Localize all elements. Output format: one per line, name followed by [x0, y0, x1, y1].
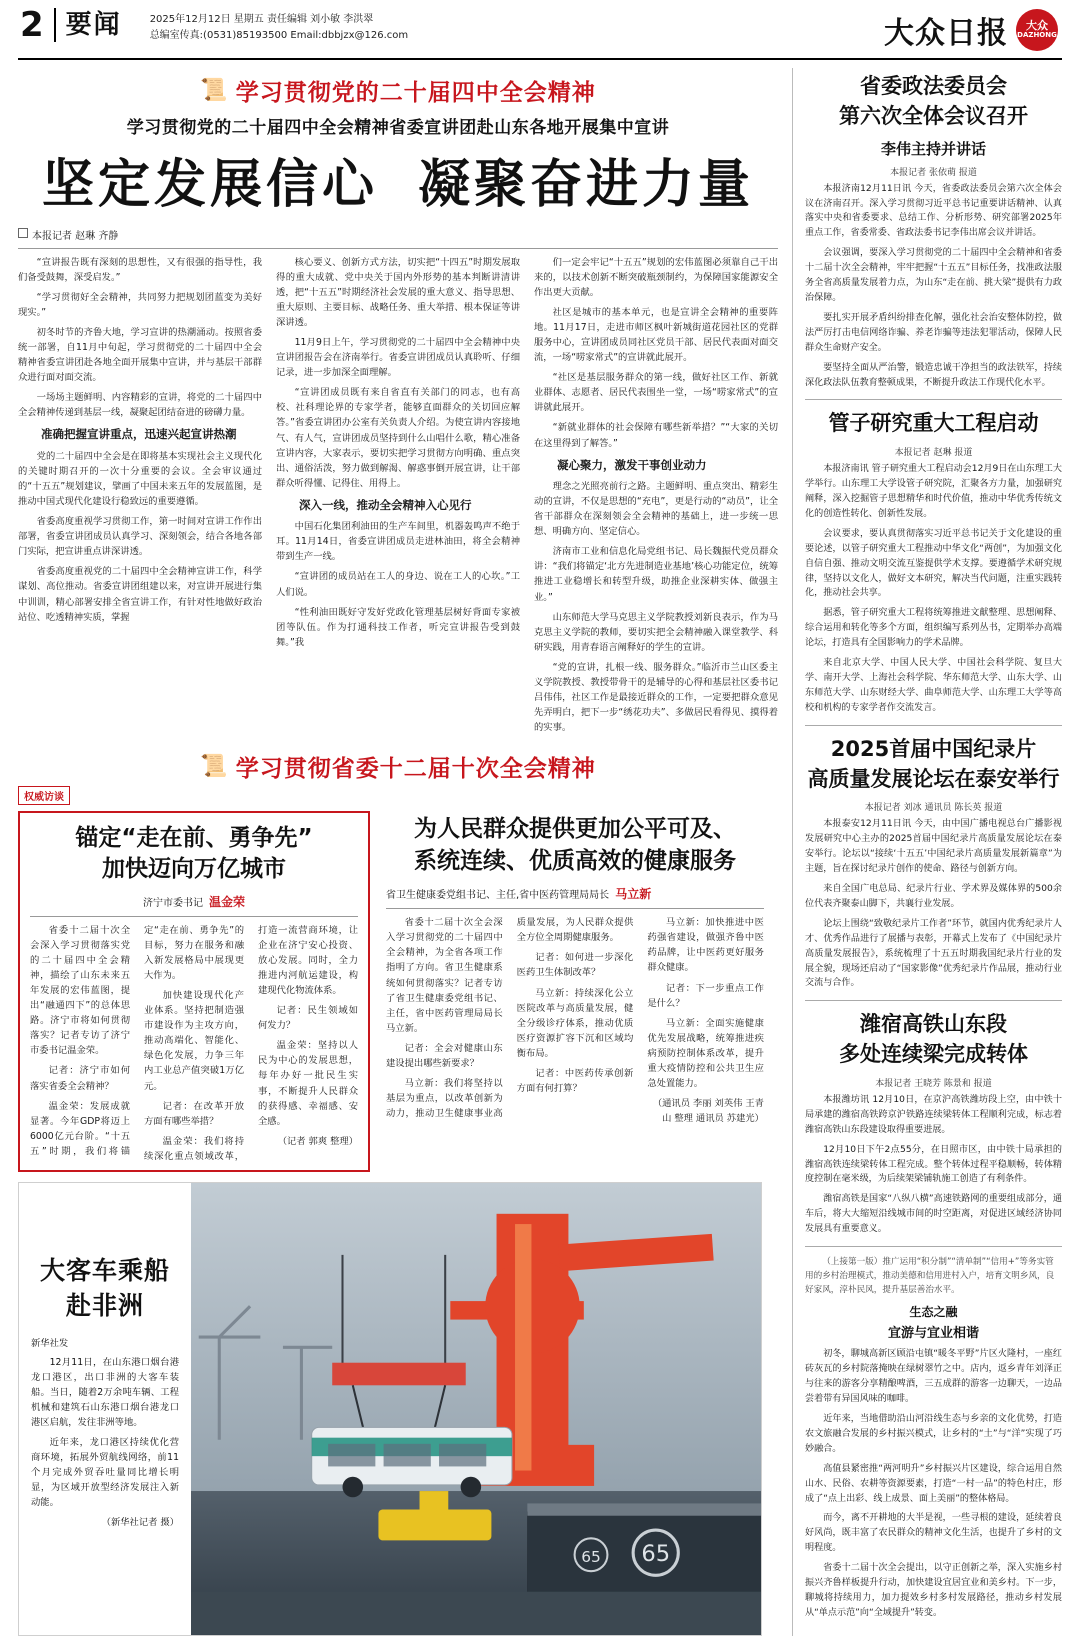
brand-badge-cn: 大众	[1026, 19, 1048, 33]
paragraph: 会议强调，要深入学习贯彻党的二十届四中全会精神和省委十二届十次全会精神，牢牢把握“十五五”目标任务，找准政法服务全省高质量发展着力点，为山东“走在前、挑大梁”提供有力政治保障。	[805, 248, 1062, 303]
photo-illustration-icon	[191, 1183, 761, 1635]
right-article-4-title-line1: 潍宿高铁山东段	[860, 1012, 1007, 1037]
photo-credit: （新华社记者 摄）	[101, 1517, 179, 1529]
paragraph: 济南市工业和信息化局党组书记、局长魏振代党员群众讲：“我们将锚定‘北方先进制造业基地’核心功能定位，统筹推进工业稳增长和转型升级，助推企业深耕实体、做强主业。”	[534, 546, 778, 603]
paragraph: 省委十二届十次全会深入学习贯彻党的二十届四中全会精神，为全省各项工作指明了方向。省卫生健康系统如何贯彻落实？记者专访了省卫生健康委党组书记、主任，省中医药管理局局长马立新。	[386, 917, 503, 1034]
section-heading: 深入一线，推动全会精神入心见行	[299, 497, 472, 512]
paragraph: 理念之光照亮前行之路。主题鲜明、重点突出、精彩生动的宣讲，不仅是思想的“充电”，更是行动的“动员”，让全省干部群众在深刻领会全会精神的基础上，进一步统一思想、明确方向、坚定信心。	[534, 481, 778, 538]
right-rule-3	[805, 1000, 1062, 1001]
paragraph: 初冬时节的齐鲁大地，学习宣讲的热潮涌动。按照省委统一部署，自11月中旬起，学习贯彻党的二十届四中全会精神省委宣讲团赴各地全面开展集中宣讲，并与基层干部群众进行面对面交流。	[18, 327, 262, 384]
footer-section-title-1: 生态之融	[909, 1305, 958, 1320]
banner-ribbon-2	[18, 750, 778, 783]
paragraph: 近年来，当地借助沿山河沿线生态与乡亲的文化优势，打造农文旅融合发展的乡村振兴模式，让乡村的“土”与“洋”实现了巧妙融合。	[805, 1413, 1062, 1454]
paragraph: 要坚持全面从严治警，锻造忠诚干净担当的政法铁军，持续深化政法队伍教育整顿成果，不断提升政法工作现代化水平。	[805, 362, 1062, 388]
headline-rule	[18, 248, 778, 249]
paragraph: 记者：如何进一步深化医药卫生体制改革？	[516, 952, 634, 979]
photo-title-line1: 大客车乘船	[39, 1255, 170, 1285]
interview2-role: 省卫生健康委党组书记、主任,省中医药管理局局长	[386, 890, 610, 902]
right-article-2-byline: 本报记者 赵琳 报道	[894, 448, 973, 459]
svg-text:65: 65	[641, 1540, 671, 1567]
paragraph: 加快建设现代化产业体系。坚持把制造强市建设作为主攻方向，推动高端化、智能化、绿色化发展，力争三年内工业总产值突破1万亿元。	[144, 990, 244, 1092]
interview-body-left	[30, 923, 358, 1164]
paragraph: 中国石化集团利油田的生产车间里，机器轰鸣声不绝于耳。11月14日，省委宣讲团成员走进林油田，将全会精神带到生产一线。	[276, 521, 520, 563]
right-article-1-body	[805, 182, 1062, 391]
interview-credit: （记者 郭爽 整理）	[277, 1135, 358, 1147]
right-rule-4	[805, 1246, 1062, 1247]
paragraph: 省委十二届十次全会深入学习贯彻落实党的二十届四中全会精神，描绘了山东未来五年发展的宏伟蓝图，提出“融通四下”的总体思路。济宁市将如何贯彻落实？记者专访了济宁市委书记温金荣。	[30, 925, 130, 1057]
photo-caption	[19, 1183, 191, 1635]
paragraph: 而今，离不开耕地的大半是视，一些寻根的建设，延续着良好风尚，既丰富了农民群众的精神文化生活，也提升了乡村的文明程度。	[805, 1513, 1062, 1554]
right-article-1-title-line1: 省委政法委员会	[860, 74, 1007, 98]
right-article-1-title	[805, 72, 1062, 132]
masthead-divider	[54, 8, 56, 42]
right-article-4-body	[805, 1093, 1062, 1237]
paragraph: 记者：济宁市如何落实省委全会精神？	[30, 1065, 130, 1092]
paragraph: 会议要求，要认真贯彻落实习近平总书记关于文化建设的重要论述，以管子研究重大工程推动中华文化“两创”，为加强文化自信自强、推动文明交流互鉴提供学术支撑。要遵循学术研究规律，坚持以文化人，做好文本研究，解决当代问题，注重实践转化，推动社会共享。	[805, 528, 1062, 599]
banner-ribbon-1	[18, 74, 778, 107]
paragraph: 潍宿高铁是国家“八纵八横”高速铁路网的重要组成部分，通车后，将大大缩短沿线城市间的时空距离，对促进区域经济协同发展具有重要意义。	[805, 1194, 1062, 1235]
paragraph: 本报泰安12月11日讯 今天，由中国广播电视总台广播影视发展研究中心主办的2025首届中国纪录片高质量发展论坛在泰安举行。论坛以“接续‘十五五’中国纪录片高质量发展新篇章”为主题，旨在探讨纪录片创作的使命、路径与创新方向。	[805, 819, 1062, 875]
right-article-3-title	[805, 735, 1062, 795]
paragraph: 记者：在改革开放方面有哪些举措？	[144, 1100, 244, 1127]
paragraph: 高值县紧密推“两河明升”乡村振兴片区建设，综合运用自然山水、民俗、农耕等资源要素，打造“一村一品”的特色村庄，形成了“点上出彩、线上成景、面上美丽”的整体格局。	[805, 1463, 1062, 1504]
interview2-name: 马立新	[615, 887, 652, 902]
contact-line: 总编室传真:(0531)85193500 Email:dbbjzx@126.com	[149, 29, 409, 41]
interview2-rule	[386, 908, 764, 909]
paragraph: “党的宣讲，扎根一线、服务群众。”临沂市兰山区委主义学院教授、教授带骨干的是辅导的心得和基层社区委书记吕伟伟，社区工作是最接近群众的工作，一定要把群众意见先弄明白，把下一步“绣花功夫”、多做居民看得见、摸得着的实事。	[534, 661, 778, 733]
footer-note-body	[805, 1347, 1062, 1620]
byline-marker-icon	[18, 228, 28, 238]
paragraph: 山东师范大学马克思主义学院教授刘新良表示，作为马克思主义学院的教师，要切实把全会精神融入课堂教学、科研实践，用青春语言阐释好的学生的宣讲。	[534, 611, 778, 653]
paragraph: “社区是基层服务群众的第一线，做好社区工作、新就业群体、志愿者、居民代表围坐一堂，一场“唠家常式”的宣讲就此展开。	[534, 372, 778, 414]
right-article-3-body	[805, 817, 1062, 991]
paragraph: “新就业群体的社会保障有哪些新举措？”“大家的关切在这里得到了解答。”	[534, 422, 778, 449]
banner-subhead: 学习贯彻党的二十届四中全会精神省委宣讲团赴山东各地开展集中宣讲	[126, 118, 670, 138]
interview2-credit: （通讯员 李丽 刘英伟 王青山 整理 通讯员 苏建光）	[652, 1097, 764, 1124]
interview-box-right	[386, 811, 764, 1172]
paragraph: “学习贯彻好全会精神，共同努力把规划团蓝变为美好现实。”	[18, 292, 262, 319]
paragraph: 温金荣：发展成就显著。今年GDP将迈上6000亿元台阶。“十五五”时期，我们将锚定“走在前、勇争先”的目标，努力在服务和融入新发展格局中展现更大作为。	[30, 925, 244, 1157]
paragraph: 温金荣：我们将持续深化重点领域改革，打造一流营商环境，让企业在济宁安心投资、放心发展。同时，全力推进内河航运建设，构建现代化物流体系。	[144, 925, 358, 1162]
authority-interview-tag: 权威访谈	[18, 786, 70, 805]
brand-name: 大众日报	[884, 16, 1008, 51]
brand-area	[884, 8, 1062, 52]
right-article-2-body	[805, 462, 1062, 716]
paragraph: 本报潍坊讯 12月10日，在京沪高铁潍坊段上空，由中铁十局承建的潍宿高铁跨京沪铁路连续梁转体工程顺利完成，标志着潍宿高铁山东段建设取得重要进展。	[805, 1094, 1062, 1135]
right-article-4-byline: 本报记者 王晓芳 陈景和 报道	[875, 1078, 992, 1089]
photo-block	[18, 1182, 762, 1636]
right-article-3-title-line2: 高质量发展论坛在泰安举行	[807, 766, 1060, 791]
right-rule-2	[805, 725, 1062, 726]
main-body	[18, 255, 778, 740]
right-article-2-title: 管子研究重大工程启动	[828, 411, 1039, 436]
paragraph: 记者：下一步重点工作是什么？	[647, 982, 764, 1009]
paragraph: 记者：全会对健康山东建设提出哪些新要求？	[386, 1042, 503, 1069]
paragraph: 11月9日上午，学习贯彻党的二十届四中全会精神中央宣讲团报告会在济南举行。省委宣讲团成员认真聆听、仔细记录，进一步加深全面理解。	[276, 337, 520, 379]
paragraph: 核心要义、创新方式方法，切实把“十四五”时期发展取得的重大成就、党中央关于国内外形势的基本判断讲清讲透，把“十五五”时期经济社会发展的重大意义、指导思想、重大原则、主要目标、战略任务、重大举措、根本保证等讲深讲透。	[276, 257, 520, 329]
right-column	[792, 68, 1062, 1636]
interview-name: 温金荣	[208, 895, 245, 910]
paragraph: “性利油田既好守发好党政化管理基层树好背面专家被团等队伍。作为打通科技工作者，听完宣讲报告受到鼓舞。”我	[276, 606, 520, 648]
page-columns	[18, 68, 1062, 1636]
paragraph: 党的二十届四中全会是在即将基本实现社会主义现代化的关键时期召开的一次十分重要的会议。全会审议通过的“十五五”规划建议，擘画了中国未来五年的发展蓝图，是推动中国式现代化建设行稳致远的重要遵循。	[18, 451, 262, 508]
interview-title	[30, 823, 358, 885]
photo-title-line2: 赴非洲	[65, 1290, 144, 1320]
paragraph: 们一定会牢记“十五五”规划的宏伟蓝图必须靠自己干出来的，以技术创新不断突破瓶颈制约，为保障国家能源安全作出更大贡献。	[534, 257, 778, 299]
right-article-1-byline: 本报记者 张依萌 报道	[890, 167, 977, 178]
paragraph: 据悉，管子研究重大工程将统筹推进文献整理、思想阐释、综合运用和转化等多个方面，组织编写系列丛书，定期举办高端论坛，打造具有全国影响力的学术品牌。	[805, 608, 1062, 649]
masthead-meta	[150, 8, 408, 43]
ribbon-left-icon-2: 📜	[200, 753, 228, 779]
interview-rule	[30, 916, 358, 917]
paragraph: 社区是城市的基本单元，也是宣讲全会精神的重要阵地。11月17日，走进市师区枫叶新城街道花园社区的党群服务中心，宣讲团成员同社区党员干部、居民代表面对面交流，一场“唠家常式”的宣讲就此展开。	[534, 307, 778, 364]
paragraph: “宣讲团成员既有来自省直有关部门的同志，也有高校、社科理论界的专家学者，能够直面群众的关切回应解答。”省委宣讲团办公室有关负责人介绍。为使宣讲内容接地气、有人气，宣讲团成员坚持到什么山唱什么歌，精心准备宣讲内容，大家表示，要切实把学习贯彻方向明确、重点突出、通俗活泼，努力做到解渴、解惑事倒开展宣讲，让干部群众听得懂、记得住、用得上。	[276, 387, 520, 489]
photo-source: 新华社发	[31, 1337, 69, 1349]
paragraph: 温金荣：坚持以人民为中心的发展思想，每年办好一批民生实事，不断提升人民群众的获得感、幸福感、安全感。	[258, 1040, 358, 1127]
brand-logo-icon	[1016, 9, 1058, 51]
main-headline	[18, 142, 778, 217]
banner-ribbon-1-text: 学习贯彻党的二十届四中全会精神	[235, 80, 596, 106]
interview-tag-row	[18, 787, 778, 807]
paragraph: 本报济南讯 管子研究重大工程启动会12月9日在山东理工大学举行。山东理工大学设管子研究院，汇聚各方力量，加强研究阐释，深入挖掘管子思想精华和时代价值，推动中华优秀传统文化的创造性转化、创新性发展。	[805, 464, 1062, 519]
body-column-2	[276, 255, 520, 740]
date-line: 2025年12月12日 星期五 责任编辑 刘小敏 李洪翠	[149, 14, 374, 25]
paragraph: 论坛上围绕“致敬纪录片工作者”环节，就国内优秀纪录片人才、优秀作品进行了展播与表彰，开幕式上发布了《中国纪录片高质量发展报告》，系统梳理了十五五时期我国纪录片行业的发展全貌，现场还启动了“国家影像”优秀纪录片作品展，推动行业交流与合作。	[805, 918, 1062, 989]
interview2-byline	[386, 885, 764, 902]
paragraph: 马立新：我们将坚持以基层为重点，以改革创新为动力，推动卫生健康事业高质量发展，为人民群众提供全方位全周期健康服务。	[386, 917, 634, 1119]
paragraph: 省委高度重视学习贯彻工作，第一时间对宣讲工作作出部署，省委宣讲团成员认真学习、深刻领会，结合各地各部门实际，把宣讲重点讲深讲透。	[18, 516, 262, 558]
paragraph: 马立新：全面实施健康优先发展战略，统筹推进疾病预防控制体系改革，提升重大疫情防控和公共卫生应急处置能力。	[647, 1017, 764, 1089]
interview-byline	[30, 893, 358, 910]
masthead	[18, 0, 1062, 60]
interview-role: 济宁市委书记	[142, 898, 203, 910]
brand-badge-en: DAZHONG	[1017, 31, 1057, 40]
paragraph: 马立新：加快推进中医药强省建设，做强齐鲁中医药品牌，让中医药更好服务群众健康。	[647, 917, 764, 974]
banner-ribbon-2-text: 学习贯彻省委十二届十次全会精神	[235, 755, 596, 782]
paragraph: 来自北京大学、中国人民大学、中国社会科学院、复旦大学、南开大学、上海社会科学院、华东师范大学、山东大学、山东师范大学、山东财经大学、曲阜师范大学、山东理工大学等高校和机构的专家学者作交流发言。	[805, 658, 1062, 713]
paragraph: 马立新：持续深化公立医院改革与高质量发展，健全分级诊疗体系，推动优质医疗资源扩容下沉和区域均衡布局。	[516, 987, 634, 1059]
interview-body-right	[386, 915, 764, 1126]
interview-title-line1: 锚定“走在前、勇争先”	[75, 824, 313, 851]
body-column-1	[18, 255, 262, 740]
paragraph: “宣讲报告既有深刻的思想性，又有很强的指导性，我们备受鼓舞，深受启发。”	[18, 257, 262, 284]
right-article-1-subtitle: 李伟主持并讲话	[880, 139, 986, 158]
interview2-title	[386, 813, 764, 877]
paragraph: 省委高度重视党的二十届四中全会精神宣讲工作，科学谋划、高位推动。省委宣讲团组建以来，对宣讲开展进行集中训训，精心部署安排全省宣讲工作，有针对性地做好政治站位、吃透精神实质，掌握	[18, 566, 262, 623]
paragraph: 记者：民生领域如何发力？	[258, 1005, 358, 1032]
interview2-title-line2: 系统连续、优质高效的健康服务	[414, 848, 736, 875]
byline-text: 本报记者 赵琳 齐静	[32, 231, 119, 242]
section-title: 要闻	[65, 10, 122, 40]
continued-note: （上接第一版）推广运用“积分制”“清单制”“信用+”等务实管用的乡村治理模式，推动美德和信用进村入户，培育文明乡风，良好家风，淳朴民风，提升基层善治水平。	[805, 1257, 1055, 1295]
main-headline-right: 凝聚奋进力量	[418, 155, 755, 215]
photo-title	[31, 1253, 179, 1323]
paragraph: 来自全国广电总局、纪录片行业、学术界及媒体界的500余位代表齐聚泰山脚下，共襄行业发展。	[805, 883, 1062, 909]
main-headline-left: 坚定发展信心	[41, 155, 378, 215]
section-heading: 凝心聚力，激发干事创业动力	[557, 457, 707, 472]
paragraph: 12月11日，在山东港口烟台港龙口港区，出口非洲的大客车装船。当日，随着2万余吨车辆、工程机械和建筑石山东港口烟台港龙口港区启航，发往非洲等地。	[31, 1356, 179, 1428]
main-byline	[18, 227, 778, 242]
interview-pair	[18, 811, 778, 1172]
paragraph: 记者：中医药传承创新方面有何打算？	[516, 1067, 634, 1094]
paragraph: 初冬，聊城高新区顾沿屯镇“暖冬平野”片区火隆村，一座红砖灰瓦的乡村院落掩映在绿树翠竹之中。店内，返乡青年刘泽正与往来的游客分享精酿啤酒，三五成群的游客一边聊天，一边品尝着带有异国风味的咖啡。	[805, 1349, 1062, 1405]
right-article-3-title-line1: 2025首届中国纪录片	[830, 736, 1037, 761]
paragraph: 本报济南12月11日讯 今天，省委政法委员会第六次全体会议在济南召开。深入学习贯彻习近平总书记重要讲话精神、认真落实中央和省委要求、总结工作、分析形势、研究部署2025年重点工作，省委常委、省政法委书记李伟出席会议并讲话。	[805, 183, 1062, 239]
paragraph: “宣讲团的成员站在工人的身边、说在工人的心坎。”工人们说。	[276, 571, 520, 598]
right-article-3-byline: 本报记者 刘冰 通讯员 陈长英 报道	[864, 803, 1003, 814]
footer-section-title-2: 宜游与宜业相谐	[887, 1326, 979, 1342]
body-column-3	[534, 255, 778, 740]
paragraph: 省委十二届十次全会提出，以守正创新之举，深入实施乡村振兴齐鲁样板提升行动，加快建设宜居宜业和美乡村。下一步，聊城将持续用力，加力提效乡村多村发展路径，推动乡村发展从“单点示范”向“全域提升”转变。	[805, 1563, 1062, 1618]
news-photo	[191, 1183, 761, 1635]
svg-text:65: 65	[581, 1547, 601, 1566]
paragraph: 12月10日下午2点55分，在日照市区，由中铁十局承担的潍宿高铁连续梁转体工程完成。整个转体过程平稳顺畅，转体精度控制在毫米级，为后续架梁铺轨施工创造了有利条件。	[805, 1144, 1062, 1185]
interview-box-left	[18, 811, 370, 1172]
right-article-4-title	[805, 1010, 1062, 1070]
interview2-title-line1: 为人民群众提供更加公平可及、	[414, 815, 736, 842]
right-rule-1	[805, 399, 1062, 400]
page-number: 2	[20, 5, 44, 45]
ribbon-left-icon: 📜	[200, 78, 228, 103]
paragraph: 近年来，龙口港区持续优化营商环境，拓展外贸航线网络，前11个月完成外贸吞吐量同比增长明显，为区域开放型经济发展注入新动能。	[31, 1436, 179, 1509]
paragraph: 要扎实开展矛盾纠纷排查化解，强化社会治安整体防控，做法严厉打击电信网络诈骗、养老诈骗等违法犯罪活动，保障人民群众生命财产安全。	[805, 312, 1062, 353]
section-heading: 准确把握宣讲重点，迅速兴起宣讲热潮	[41, 427, 237, 442]
interview-title-line2: 加快迈向万亿城市	[102, 855, 286, 882]
paragraph: 一场场主题鲜明、内容精彩的宣讲，将党的二十届四中全会精神传递到基层一线，凝聚起团结奋进的磅礴力量。	[18, 392, 262, 419]
right-article-4-title-line2: 多处连续梁完成转体	[839, 1042, 1028, 1067]
main-column	[18, 68, 778, 1636]
right-article-1-title-line2: 第六次全体会议召开	[839, 103, 1028, 128]
